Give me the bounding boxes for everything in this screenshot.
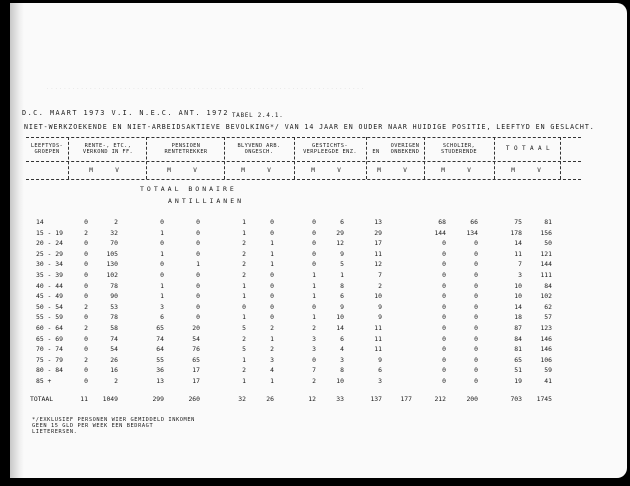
table-cell: 134 xyxy=(466,228,478,237)
table-cell: 9 xyxy=(340,249,344,258)
table-cell: 2 xyxy=(242,260,246,269)
header-female: V xyxy=(403,167,407,174)
table-cell: 0 xyxy=(442,355,446,364)
table-cell: 1 xyxy=(242,355,246,364)
table-cell: 8 xyxy=(340,281,344,290)
table-cell: 0 xyxy=(84,292,88,301)
table-cell: 156 xyxy=(540,228,552,237)
table-cell: 32 xyxy=(110,228,118,237)
table-cell: 0 xyxy=(474,281,478,290)
table-cell: 1745 xyxy=(536,395,552,403)
table-cell: 0 xyxy=(160,260,164,269)
document-page xyxy=(10,3,627,478)
table-cell: 6 xyxy=(378,366,382,375)
table-cell: 0 xyxy=(312,249,316,258)
table-cell: 6 xyxy=(340,218,344,226)
header-female: V xyxy=(115,167,119,174)
age-group-label: 40 - 44 xyxy=(36,281,63,290)
table-cell: 0 xyxy=(474,377,478,385)
table-cell: 703 xyxy=(510,395,522,403)
table-cell: 0 xyxy=(442,292,446,301)
table-cell: 13 xyxy=(374,218,382,226)
table-cell: 9 xyxy=(378,302,382,311)
table-cell: 19 xyxy=(514,377,522,385)
bleed-through-text: .......................................................................... xyxy=(46,85,366,91)
table-cell: 1 xyxy=(270,260,274,269)
table-cell: 1 xyxy=(270,377,274,385)
table-cell: 0 xyxy=(84,281,88,290)
table-cell: 0 xyxy=(270,313,274,322)
table-cell: 0 xyxy=(474,355,478,364)
table-cell: 146 xyxy=(540,345,552,354)
table-cell: 0 xyxy=(474,313,478,322)
table-cell: 57 xyxy=(544,313,552,322)
table-cell: 111 xyxy=(540,271,552,279)
table-row xyxy=(10,345,627,356)
table-row xyxy=(10,313,627,324)
table-cell: 9 xyxy=(340,302,344,311)
table-cell: 4 xyxy=(340,345,344,354)
table-cell: 0 xyxy=(312,260,316,269)
table-cell: 0 xyxy=(474,249,478,258)
table-cell: 121 xyxy=(540,249,552,258)
table-row xyxy=(10,292,627,303)
table-cell: 2 xyxy=(84,228,88,237)
table-cell: 32 xyxy=(238,395,246,403)
table-cell: 5 xyxy=(340,260,344,269)
table-cell: 0 xyxy=(312,239,316,248)
table-cell: 2 xyxy=(242,249,246,258)
header-male: M xyxy=(377,167,381,174)
age-group-label: 80 - 84 xyxy=(36,366,63,375)
table-cell: 75 xyxy=(514,218,522,226)
table-cell: 0 xyxy=(442,249,446,258)
table-cell: 11 xyxy=(374,249,382,258)
table-cell: 26 xyxy=(110,355,118,364)
table-row xyxy=(10,324,627,335)
table-cell: 1 xyxy=(270,249,274,258)
table-cell: 62 xyxy=(544,302,552,311)
source-line: D.C. MAART 1973 V.I. N.E.C. ANT. 1972 xyxy=(22,109,229,117)
table-cell: 14 xyxy=(514,302,522,311)
header-female: V xyxy=(267,167,271,174)
table-cell: 0 xyxy=(474,334,478,343)
table-cell: 14 xyxy=(336,324,344,332)
table-cell: 105 xyxy=(106,249,118,258)
table-cell: 0 xyxy=(196,228,200,237)
table-cell: 78 xyxy=(110,281,118,290)
table-cell: 1 xyxy=(312,313,316,322)
table-row xyxy=(10,250,627,261)
table-cell: 54 xyxy=(192,334,200,343)
table-cell: 0 xyxy=(84,313,88,322)
table-cell: 10 xyxy=(374,292,382,301)
table-cell: 1 xyxy=(312,281,316,290)
header-bottom-rule xyxy=(26,179,581,180)
table-cell: 68 xyxy=(438,218,446,226)
header-male: M xyxy=(311,167,315,174)
table-cell: 2 xyxy=(242,366,246,375)
table-cell: 0 xyxy=(84,377,88,385)
table-cell: 3 xyxy=(340,355,344,364)
table-cell: 0 xyxy=(474,302,478,311)
table-row xyxy=(10,366,627,377)
table-cell: 5 xyxy=(242,324,246,332)
table-cell: 2 xyxy=(270,345,274,354)
table-cell: 130 xyxy=(106,260,118,269)
table-cell: 0 xyxy=(442,239,446,248)
header-col-totaal: T O T A A L xyxy=(505,145,551,152)
table-cell: 12 xyxy=(308,395,316,403)
table-cell: 0 xyxy=(84,260,88,269)
table-cell: 1 xyxy=(242,228,246,237)
col-divider xyxy=(366,137,367,179)
table-cell: 65 xyxy=(514,355,522,364)
table-cell: 17 xyxy=(192,366,200,375)
age-group-label: 70 - 74 xyxy=(36,345,63,354)
table-cell: 0 xyxy=(160,239,164,248)
table-row xyxy=(10,260,627,271)
table-cell: 84 xyxy=(544,281,552,290)
table-cell: 70 xyxy=(110,239,118,248)
age-group-label: 20 - 24 xyxy=(36,239,63,248)
table-cell: 106 xyxy=(540,355,552,364)
table-cell: 2 xyxy=(242,271,246,279)
table-cell: 0 xyxy=(270,281,274,290)
table-cell: 177 xyxy=(400,395,412,403)
table-cell: 0 xyxy=(270,292,274,301)
table-cell: 2 xyxy=(270,324,274,332)
table-cell: 8 xyxy=(340,366,344,375)
table-total-row xyxy=(10,395,627,406)
col-divider xyxy=(494,137,495,179)
table-cell: 7 xyxy=(378,271,382,279)
table-cell: 0 xyxy=(442,281,446,290)
col-divider xyxy=(68,137,69,179)
table-cell: 26 xyxy=(266,395,274,403)
footnote: */EXKLUSIEF PERSONEN WIER GEMIDDELD INKOMEN GEEN 15 GLD PER WEEK EEN BEDRAGT LIETERERSEN. xyxy=(32,417,195,436)
table-cell: 1 xyxy=(312,271,316,279)
col-divider xyxy=(560,137,561,179)
table-cell: 41 xyxy=(544,377,552,385)
header-col-en: EN xyxy=(372,149,380,155)
col-divider xyxy=(294,137,295,179)
age-group-label: 55 - 59 xyxy=(36,313,63,322)
table-cell: 2 xyxy=(114,377,118,385)
table-cell: 9 xyxy=(378,313,382,322)
header-male: M xyxy=(167,167,171,174)
table-cell: 0 xyxy=(474,366,478,375)
table-cell: 81 xyxy=(544,218,552,226)
header-col-pensioen: PENSIOEN RENTETREKKER xyxy=(164,143,208,155)
header-col-blyvend: BLYVEND ARB. ONGESCH. xyxy=(237,143,281,155)
table-cell: 10 xyxy=(336,377,344,385)
table-cell: 2 xyxy=(242,239,246,248)
table-cell: 53 xyxy=(110,302,118,311)
table-cell: 20 xyxy=(192,324,200,332)
table-cell: 0 xyxy=(442,334,446,343)
table-cell: 3 xyxy=(378,377,382,385)
table-cell: 0 xyxy=(196,313,200,322)
table-cell: 36 xyxy=(156,366,164,375)
region-line-1: TOTAAL BONAIRE xyxy=(140,185,237,193)
age-group-label: 60 - 64 xyxy=(36,324,63,332)
table-cell: 11 xyxy=(80,395,88,403)
header-col-rente: RENTE-, ETC., VERKOND IN FF. xyxy=(82,143,134,155)
table-cell: 1 xyxy=(160,228,164,237)
table-cell: 50 xyxy=(544,239,552,248)
table-cell: 7 xyxy=(518,260,522,269)
table-cell: 0 xyxy=(474,324,478,332)
table-cell: 0 xyxy=(270,302,274,311)
table-cell: 0 xyxy=(312,302,316,311)
table-cell: 0 xyxy=(442,260,446,269)
table-cell: 90 xyxy=(110,292,118,301)
table-cell: 29 xyxy=(374,228,382,237)
table-cell: 74 xyxy=(110,334,118,343)
table-cell: 1 xyxy=(196,260,200,269)
table-cell: 123 xyxy=(540,324,552,332)
table-cell: 74 xyxy=(156,334,164,343)
table-title: NIET-WERKZOEKENDE EN NIET-ARBEIDSAKTIEVE BEVOLKING*/ VAN 14 JAAR EN OUDER NAAR HUIDIGE POSITIE, LEEFTYD EN GESLACHT. xyxy=(24,123,595,131)
table-cell: 29 xyxy=(336,228,344,237)
table-cell: 10 xyxy=(514,292,522,301)
table-cell: 11 xyxy=(374,324,382,332)
table-cell: 0 xyxy=(270,218,274,226)
table-cell: 54 xyxy=(110,345,118,354)
table-cell: 14 xyxy=(514,239,522,248)
table-cell: 1 xyxy=(340,271,344,279)
table-cell: 12 xyxy=(374,260,382,269)
table-cell: 78 xyxy=(110,313,118,322)
table-cell: 13 xyxy=(156,377,164,385)
table-cell: 0 xyxy=(84,218,88,226)
table-cell: 0 xyxy=(160,218,164,226)
table-cell: 1 xyxy=(160,292,164,301)
table-cell: 0 xyxy=(84,249,88,258)
table-cell: 6 xyxy=(340,334,344,343)
table-row xyxy=(10,239,627,250)
table-cell: 12 xyxy=(336,239,344,248)
age-group-label: 75 - 79 xyxy=(36,355,63,364)
table-cell: 0 xyxy=(442,345,446,354)
header-male: M xyxy=(441,167,445,174)
table-cell: 2 xyxy=(312,377,316,385)
table-cell: 0 xyxy=(474,292,478,301)
age-group-label: 25 - 29 xyxy=(36,249,63,258)
table-cell: 11 xyxy=(514,249,522,258)
table-cell: 1 xyxy=(312,292,316,301)
table-cell: 33 xyxy=(336,395,344,403)
header-age: LEEFTYDS- GROEPEN xyxy=(30,143,64,155)
table-cell: 6 xyxy=(160,313,164,322)
table-cell: 3 xyxy=(270,355,274,364)
table-cell: 0 xyxy=(84,345,88,354)
table-cell: 144 xyxy=(540,260,552,269)
table-row xyxy=(10,356,627,367)
header-col-scholier: SCHOLIER, STUDERENDE xyxy=(441,143,477,155)
table-row xyxy=(10,335,627,346)
table-cell: 0 xyxy=(312,355,316,364)
table-cell: 1 xyxy=(270,239,274,248)
table-cell: 0 xyxy=(196,239,200,248)
table-cell: 2 xyxy=(84,324,88,332)
table-cell: 144 xyxy=(434,228,446,237)
table-cell: 299 xyxy=(152,395,164,403)
table-row xyxy=(10,282,627,293)
table-cell: 0 xyxy=(196,302,200,311)
table-cell: 1 xyxy=(160,281,164,290)
col-divider xyxy=(146,137,147,179)
table-cell: 0 xyxy=(160,271,164,279)
table-cell: 0 xyxy=(196,292,200,301)
table-cell: 0 xyxy=(196,271,200,279)
table-cell: 2 xyxy=(378,281,382,290)
age-group-label: TOTAAL xyxy=(30,395,54,403)
table-cell: 11 xyxy=(374,334,382,343)
table-cell: 200 xyxy=(466,395,478,403)
header-col-overigen: OVERIGEN ONBEKEND xyxy=(390,143,420,155)
table-cell: 10 xyxy=(514,281,522,290)
table-cell: 0 xyxy=(474,260,478,269)
age-group-label: 14 xyxy=(36,218,44,226)
table-cell: 0 xyxy=(442,313,446,322)
table-row xyxy=(10,377,627,388)
table-cell: 1 xyxy=(242,218,246,226)
table-cell: 2 xyxy=(84,302,88,311)
table-cell: 3 xyxy=(518,271,522,279)
table-cell: 64 xyxy=(156,345,164,354)
table-cell: 9 xyxy=(378,355,382,364)
header-male: M xyxy=(241,167,245,174)
table-cell: 0 xyxy=(442,302,446,311)
table-cell: 0 xyxy=(242,302,246,311)
age-group-label: 35 - 39 xyxy=(36,271,63,279)
col-divider xyxy=(424,137,425,179)
table-cell: 102 xyxy=(106,271,118,279)
table-cell: 0 xyxy=(84,271,88,279)
table-cell: 51 xyxy=(514,366,522,375)
table-row xyxy=(10,229,627,240)
table-number: TABEL 2.4.1. xyxy=(232,113,284,119)
table-cell: 0 xyxy=(196,249,200,258)
header-male: M xyxy=(89,167,93,174)
table-cell: 1 xyxy=(242,292,246,301)
header-female: V xyxy=(537,167,541,174)
table-cell: 0 xyxy=(474,239,478,248)
table-row xyxy=(10,303,627,314)
table-cell: 11 xyxy=(374,345,382,354)
header-male: M xyxy=(511,167,515,174)
table-cell: 2 xyxy=(84,355,88,364)
table-cell: 0 xyxy=(84,334,88,343)
table-cell: 76 xyxy=(192,345,200,354)
table-cell: 3 xyxy=(312,334,316,343)
header-female: V xyxy=(193,167,197,174)
table-cell: 0 xyxy=(442,324,446,332)
table-cell: 0 xyxy=(474,271,478,279)
table-cell: 81 xyxy=(514,345,522,354)
header-col-gestichts: GESTICHTS- VERPLEEGDE ENZ. xyxy=(303,143,357,155)
table-cell: 65 xyxy=(156,324,164,332)
table-cell: 2 xyxy=(312,324,316,332)
table-cell: 7 xyxy=(312,366,316,375)
table-cell: 212 xyxy=(434,395,446,403)
header-top-rule xyxy=(26,137,581,138)
table-cell: 17 xyxy=(374,239,382,248)
table-cell: 2 xyxy=(114,218,118,226)
table-cell: 65 xyxy=(192,355,200,364)
age-group-label: 65 - 69 xyxy=(36,334,63,343)
region-line-2: ANTILLIANEN xyxy=(168,197,245,205)
table-cell: 0 xyxy=(270,228,274,237)
table-cell: 0 xyxy=(196,218,200,226)
age-group-label: 50 - 54 xyxy=(36,302,63,311)
table-cell: 1049 xyxy=(102,395,118,403)
table-cell: 0 xyxy=(312,228,316,237)
table-row xyxy=(10,218,627,229)
table-cell: 0 xyxy=(474,345,478,354)
age-group-label: 15 - 19 xyxy=(36,228,63,237)
table-cell: 0 xyxy=(442,377,446,385)
table-cell: 66 xyxy=(470,218,478,226)
table-cell: 0 xyxy=(270,271,274,279)
table-cell: 87 xyxy=(514,324,522,332)
table-cell: 3 xyxy=(312,345,316,354)
table-cell: 0 xyxy=(196,281,200,290)
table-cell: 1 xyxy=(242,377,246,385)
table-cell: 1 xyxy=(160,249,164,258)
table-cell: 0 xyxy=(442,366,446,375)
table-cell: 10 xyxy=(336,313,344,322)
table-cell: 3 xyxy=(160,302,164,311)
table-cell: 1 xyxy=(242,313,246,322)
table-cell: 6 xyxy=(340,292,344,301)
table-row xyxy=(10,271,627,282)
header-female: V xyxy=(467,167,471,174)
table-cell: 59 xyxy=(544,366,552,375)
table-cell: 84 xyxy=(514,334,522,343)
header-mid-rule xyxy=(26,161,581,162)
table-cell: 260 xyxy=(188,395,200,403)
table-cell: 1 xyxy=(270,334,274,343)
age-group-label: 45 - 49 xyxy=(36,292,63,301)
table-cell: 146 xyxy=(540,334,552,343)
table-cell: 0 xyxy=(84,366,88,375)
table-cell: 1 xyxy=(242,281,246,290)
table-cell: 102 xyxy=(540,292,552,301)
table-cell: 16 xyxy=(110,366,118,375)
table-cell: 5 xyxy=(242,345,246,354)
table-cell: 137 xyxy=(370,395,382,403)
table-cell: 55 xyxy=(156,355,164,364)
table-cell: 58 xyxy=(110,324,118,332)
table-cell: 4 xyxy=(270,366,274,375)
table-cell: 0 xyxy=(312,218,316,226)
table-cell: 17 xyxy=(192,377,200,385)
table-cell: 18 xyxy=(514,313,522,322)
header-female: V xyxy=(337,167,341,174)
table-cell: 2 xyxy=(242,334,246,343)
table-cell: 0 xyxy=(84,239,88,248)
age-group-label: 30 - 34 xyxy=(36,260,63,269)
col-divider xyxy=(224,137,225,179)
age-group-label: 85 + xyxy=(36,377,52,385)
table-cell: 0 xyxy=(442,271,446,279)
table-cell: 178 xyxy=(510,228,522,237)
